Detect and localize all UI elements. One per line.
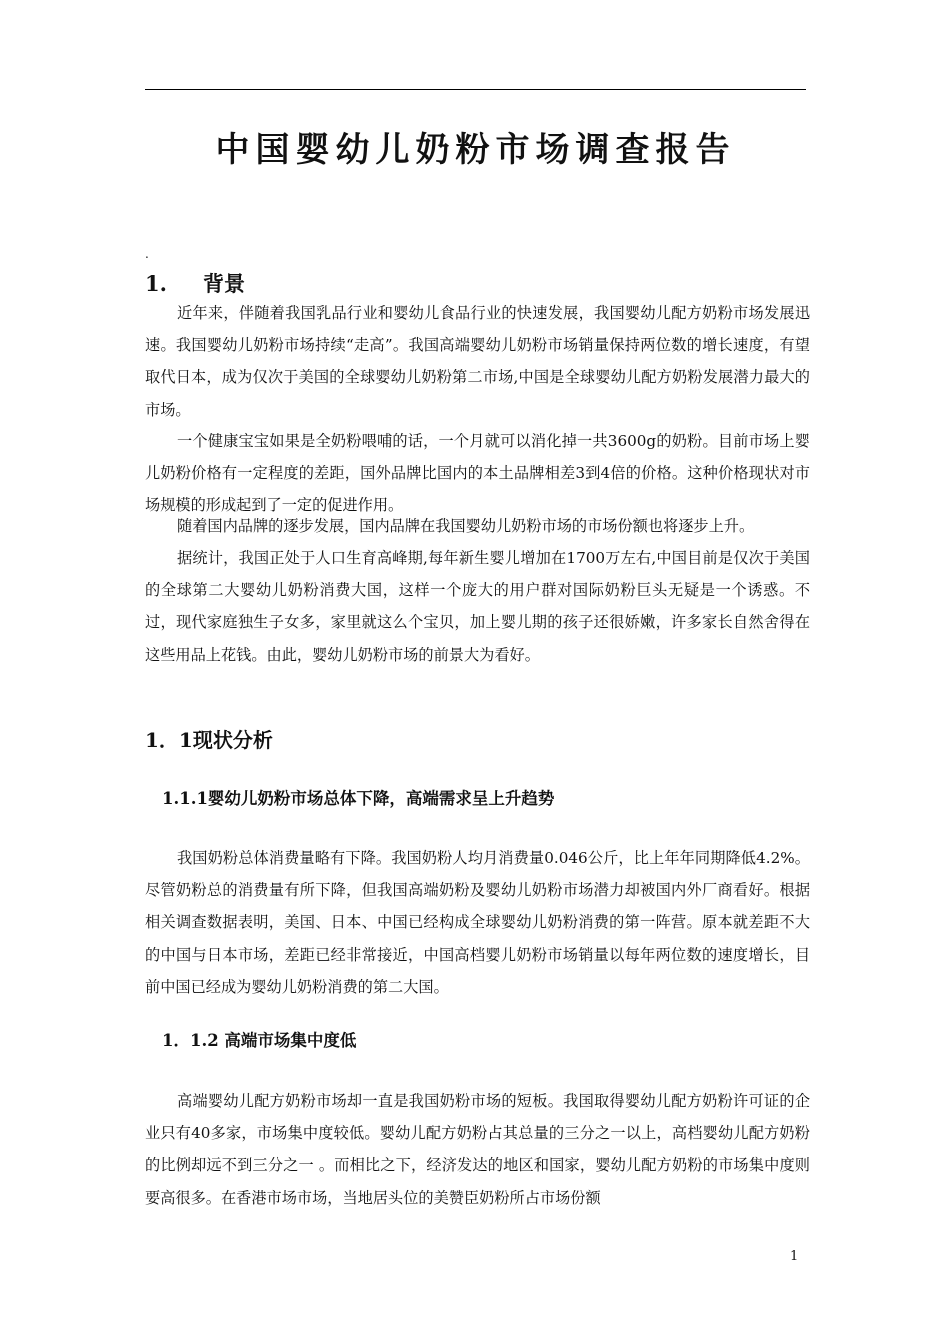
section-1-title: 背景 — [203, 271, 245, 296]
document-title: 中国婴幼儿奶粉市场调查报告 — [215, 130, 736, 170]
section-1-1-2-paragraph: 高端婴幼儿配方奶粉市场却一直是我国奶粉市场的短板。我国取得婴幼儿配方奶粉许可证的企业只有40多家，市场集中度较低。婴幼儿配方奶粉占其总量的三分之一以上，高档婴幼儿配方奶粉的比例却远不到三分之一 。而相比之下，经济发达的地区和国家，婴幼儿配方奶粉的市场集中度则要高很多。在香港市场市场，当地居头位的美赞臣奶粉所占市场份额 — [145, 1092, 810, 1207]
section-1-1-2-heading: 1．1.2 高端市场集中度低 — [162, 1031, 357, 1050]
section-1-heading — [145, 270, 245, 298]
background-paragraph-2: 一个健康宝宝如果是全奶粉喂哺的话，一个月就可以消化掉一共3600g的奶粉。目前市场上婴儿奶粉价格有一定程度的差距，国外品牌比国内的本土品牌相差3到4倍的价格。这种价格现状对市场规模的形成起到了一定的促进作用。 — [145, 432, 810, 515]
header-rule — [145, 89, 806, 90]
background-paragraph-4: 据统计，我国正处于人口生育高峰期,每年新生婴儿增加在1700万左右,中国目前是仅次于美国的全球第二大婴幼儿奶粉消费大国，这样一个庞大的用户群对国际奶粉巨头无疑是一个诱惑。不过，现代家庭独生子女多，家里就这么个宝贝，加上婴儿期的孩子还很娇嫩，许多家长自然舍得在这些用品上花钱。由此，婴幼儿奶粉市场的前景大为看好。 — [145, 549, 810, 664]
section-1-number: 1. — [145, 271, 167, 296]
page-number: 1 — [790, 1249, 799, 1264]
background-paragraph-1: 近年来，伴随着我国乳品行业和婴幼儿食品行业的快速发展，我国婴幼儿配方奶粉市场发展迅速。我国婴幼儿奶粉市场持续“走高”。我国高端婴幼儿奶粉市场销量保持两位数的增长速度，有望取代日本，成为仅次于美国的全球婴幼儿奶粉第二市场,中国是全球婴幼儿配方奶粉发展潜力最大的市场。 — [145, 304, 810, 419]
section-1-1-1-paragraph: 我国奶粉总体消费量略有下降。我国奶粉人均月消费量0.046公斤，比上年年同期降低4.2%。尽管奶粉总的消费量有所下降，但我国高端奶粉及婴幼儿奶粉市场潜力却被国内外厂商看好。根据相关调查数据表明，美国、日本、中国已经构成全球婴幼儿奶粉消费的第一阵营。原本就差距不大的中国与日本市场，差距已经非常接近，中国高档婴儿奶粉市场销量以每年两位数的速度增长，目前中国已经成为婴幼儿奶粉消费的第二大国。 — [145, 849, 810, 996]
background-paragraph-3: 随着国内品牌的逐步发展，国内品牌在我国婴幼儿奶粉市场的市场份额也将逐步上升。 — [177, 517, 755, 535]
stray-marker: . — [145, 247, 149, 261]
section-1-1-heading: 1．1现状分析 — [145, 728, 273, 752]
section-1-1-1-heading: 1.1.1婴幼儿奶粉市场总体下降，高端需求呈上升趋势 — [162, 789, 555, 808]
